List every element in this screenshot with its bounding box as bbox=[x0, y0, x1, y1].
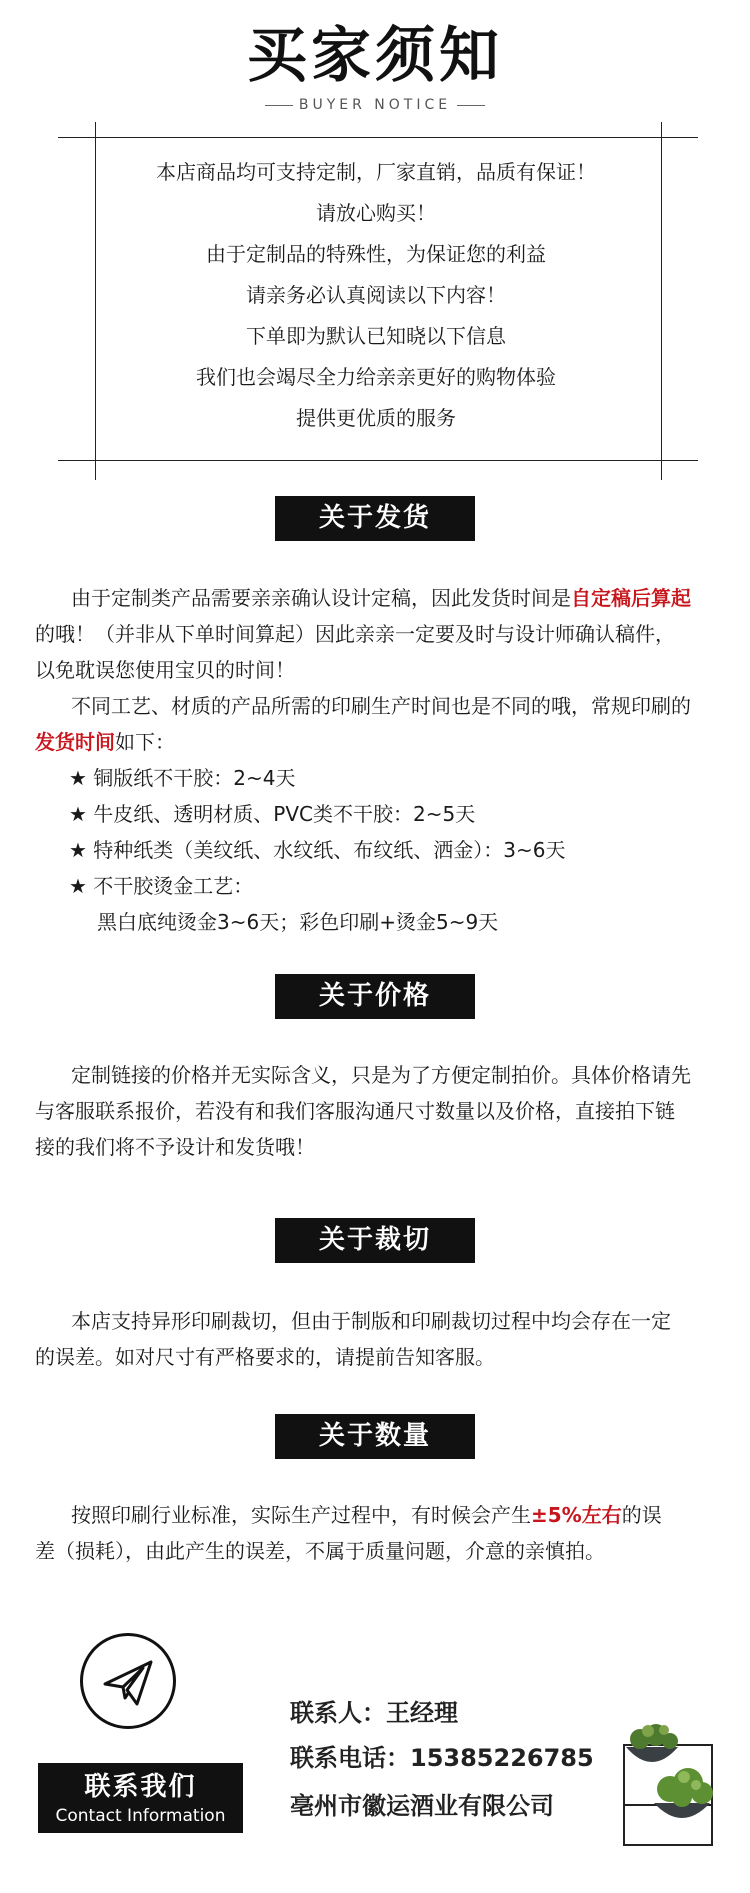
notice-line: 我们也会竭尽全力给亲亲更好的购物体验 bbox=[196, 365, 556, 389]
quantity-line-text: 按照印刷行业标准，实际生产过程中，有时候会产生 bbox=[71, 1503, 531, 1527]
quantity-line bbox=[35, 1497, 725, 1533]
contact-us-title: 联系我们 bbox=[84, 1772, 197, 1802]
section-heading-price: 关于价格 bbox=[275, 974, 475, 1019]
price-line: 与客服联系报价，若没有和我们客服沟通尺寸数量以及价格，直接拍下链 bbox=[35, 1099, 675, 1123]
cutting-text bbox=[35, 1303, 725, 1375]
notice-line: 请亲务必认真阅读以下内容！ bbox=[246, 283, 506, 307]
shipping-line: 以免耽误您使用宝贝的时间！ bbox=[35, 658, 295, 682]
company-name: 亳州市徽运酒业有限公司 bbox=[290, 1792, 554, 1820]
shipping-line: 的哦！（并非从下单时间算起）因此亲亲一定要及时与设计师确认稿件， bbox=[35, 622, 675, 646]
shipping-item: ★ 铜版纸不干胶：2~4天 bbox=[69, 766, 296, 790]
shipping-line bbox=[35, 580, 725, 616]
notice-line: 由于定制品的特殊性，为保证您的利益 bbox=[206, 242, 546, 266]
shipping-line bbox=[35, 688, 725, 724]
cutting-line: 的误差。如对尺寸有严格要求的，请提前告知客服。 bbox=[35, 1345, 495, 1369]
subtitle-dash-left bbox=[265, 105, 293, 106]
subtitle-dash-right bbox=[457, 105, 485, 106]
contact-person: 联系人：王经理 bbox=[290, 1699, 458, 1727]
price-line bbox=[35, 1057, 725, 1093]
section-heading-quantity: 关于数量 bbox=[275, 1414, 475, 1459]
notice-frame-right bbox=[661, 122, 662, 480]
notice-line: 下单即为默认已知晓以下信息 bbox=[246, 324, 506, 348]
shipping-line bbox=[35, 724, 725, 760]
shipping-item: ★ 特种纸类（美纹纸、水纹纸、布纹纸、洒金）：3~6天 bbox=[69, 838, 566, 862]
notice-line: 请放心购买！ bbox=[316, 201, 436, 225]
shipping-subitem: 黑白底纯烫金3~6天；彩色印刷+烫金5~9天 bbox=[97, 910, 499, 934]
price-line-text: 定制链接的价格并无实际含义，只是为了方便定制拍价。具体价格请先 bbox=[71, 1063, 691, 1087]
contact-phone: 联系电话：15385226785 bbox=[290, 1744, 594, 1772]
subtitle-text: BUYER NOTICE bbox=[298, 97, 452, 113]
quantity-highlight: ±5%左右 bbox=[531, 1503, 622, 1527]
quantity-text bbox=[35, 1497, 725, 1569]
notice-frame-top bbox=[58, 137, 698, 138]
page-subtitle bbox=[0, 96, 750, 114]
cutting-line-text: 本店支持异形印刷裁切，但由于制版和印刷裁切过程中均会存在一定 bbox=[71, 1309, 671, 1333]
paper-plane-icon bbox=[80, 1633, 176, 1729]
contact-us-subtitle: Contact Information bbox=[55, 1806, 226, 1826]
notice-line: 本店商品均可支持定制，厂家直销，品质有保证！ bbox=[156, 160, 596, 184]
notice-text bbox=[96, 152, 656, 439]
shipping-item: ★ 牛皮纸、透明材质、PVC类不干胶：2~5天 bbox=[69, 802, 476, 826]
shipping-text bbox=[35, 580, 725, 940]
section-heading-cutting: 关于裁切 bbox=[275, 1218, 475, 1263]
notice-line: 提供更优质的服务 bbox=[296, 406, 456, 430]
shipping-p1-text: 由于定制类产品需要亲亲确认设计定稿，因此发货时间是 bbox=[71, 586, 571, 610]
cutting-line bbox=[35, 1303, 725, 1339]
quantity-line: 差（损耗），由此产生的误差，不属于质量问题，介意的亲慎拍。 bbox=[35, 1539, 605, 1563]
section-heading-shipping: 关于发货 bbox=[275, 496, 475, 541]
shipping-time-highlight: 发货时间 bbox=[35, 730, 115, 754]
contact-us-box bbox=[38, 1763, 243, 1833]
shipping-p2-text: 不同工艺、材质的产品所需的印刷生产时间也是不同的哦，常规印刷的 bbox=[71, 694, 691, 718]
quantity-line-after: 的误 bbox=[621, 1503, 662, 1527]
shipping-p2-after: 如下： bbox=[115, 730, 175, 754]
notice-frame-bottom bbox=[58, 460, 698, 461]
price-line: 接的我们将不予设计和发货哦！ bbox=[35, 1135, 315, 1159]
price-text bbox=[35, 1057, 725, 1165]
shipping-highlight: 自定稿后算起 bbox=[571, 586, 691, 610]
page-title: 买家须知 bbox=[247, 21, 503, 91]
shipping-item: ★ 不干胶烫金工艺： bbox=[69, 874, 254, 898]
potted-plant-icon bbox=[612, 1705, 724, 1855]
